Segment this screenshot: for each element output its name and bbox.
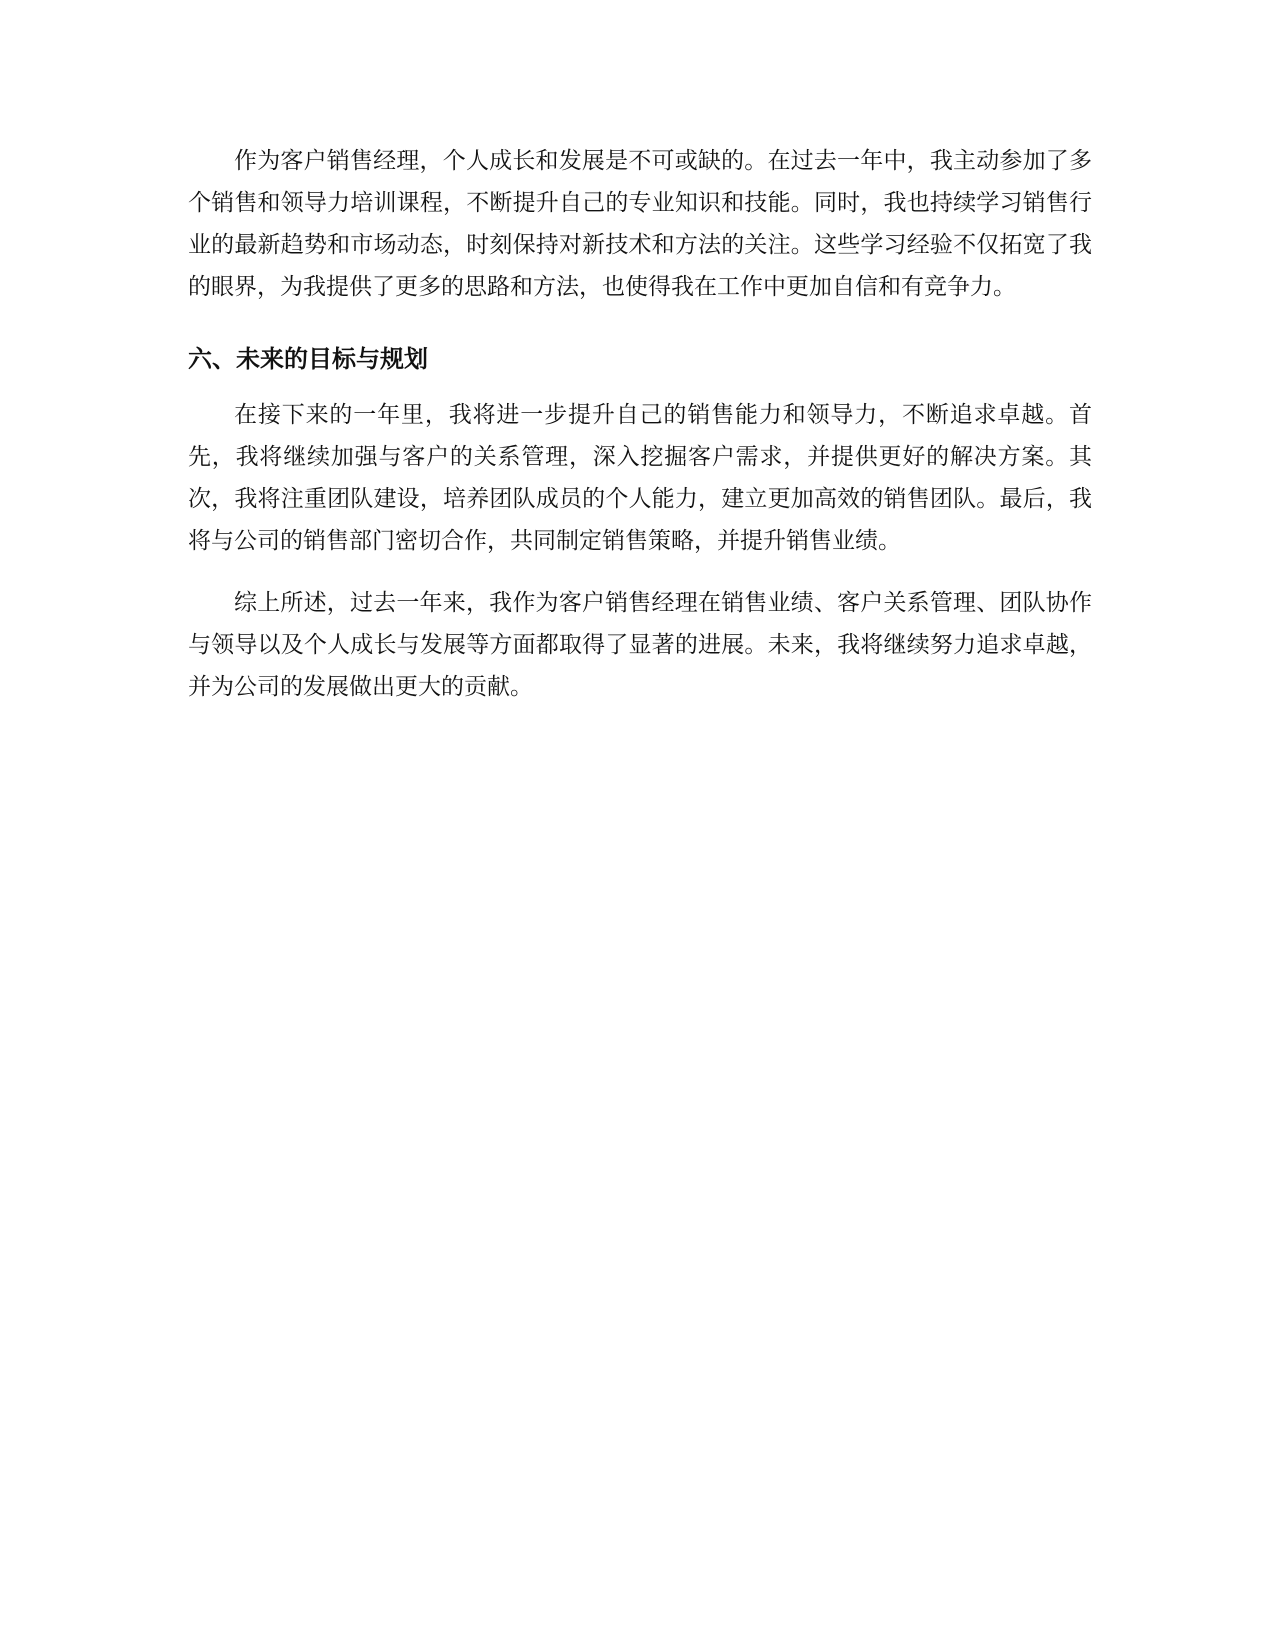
paragraph-personal-growth: 作为客户销售经理，个人成长和发展是不可或缺的。在过去一年中，我主动参加了多个销售和领导力培训课程，不断提升自己的专业知识和技能。同时，我也持续学习销售行业的最新趋势和市场动态，时刻保持对新技术和方法的关注。这些学习经验不仅拓宽了我的眼界，为我提供了更多的思路和方法，也使得我在工作中更加自信和有竞争力。 [188, 148, 1092, 300]
document-page [188, 140, 1092, 708]
paragraph-summary: 综上所述，过去一年来，我作为客户销售经理在销售业绩、客户关系管理、团队协作与领导以及个人成长与发展等方面都取得了显著的进展。未来，我将继续努力追求卓越，并为公司的发展做出更大的贡献。 [188, 590, 1092, 700]
paragraph-future-plan: 在接下来的一年里，我将进一步提升自己的销售能力和领导力，不断追求卓越。首先，我将继续加强与客户的关系管理，深入挖掘客户需求，并提供更好的解决方案。其次，我将注重团队建设，培养团队成员的个人能力，建立更加高效的销售团队。最后，我将与公司的销售部门密切合作，共同制定销售策略，并提升销售业绩。 [188, 402, 1092, 554]
section-heading-future-goals: 六、未来的目标与规划 [188, 345, 428, 373]
